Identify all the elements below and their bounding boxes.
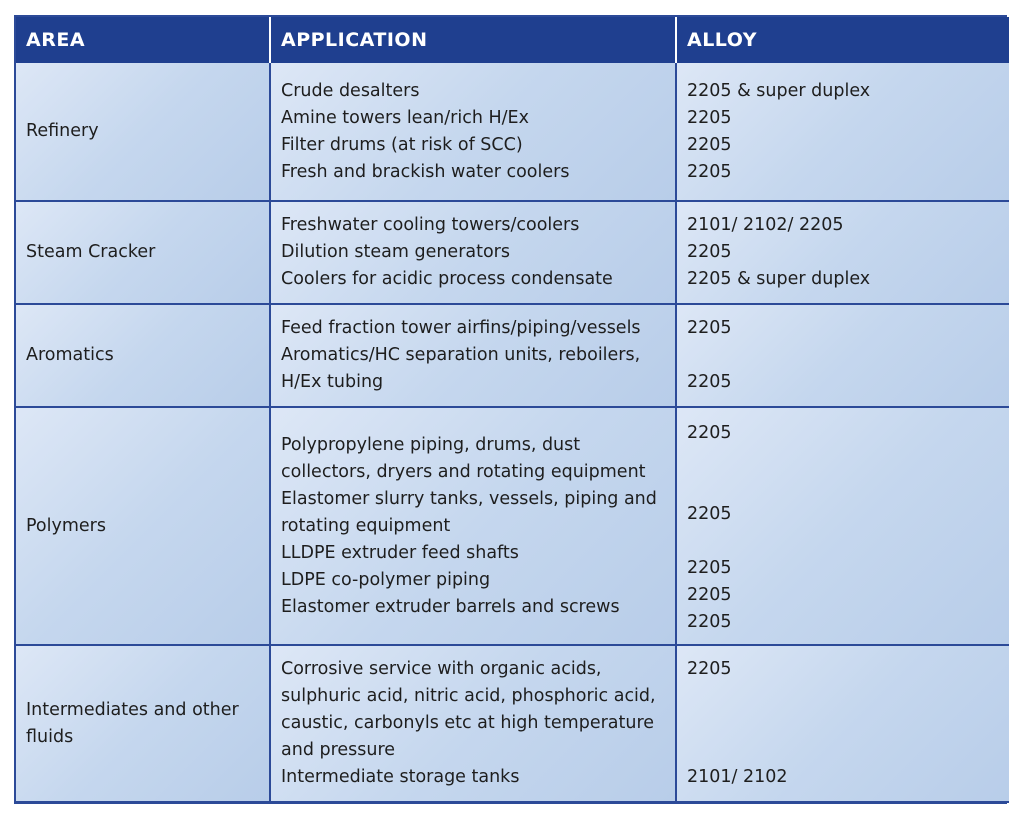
application-line: Dilution steam generators bbox=[281, 242, 510, 262]
application-line: H/Ex tubing bbox=[281, 372, 384, 392]
alloy-line: 2101/ 2102 bbox=[687, 767, 788, 787]
application-cell bbox=[270, 407, 676, 645]
alloy-line: 2205 bbox=[687, 107, 732, 128]
alloy-line: 2101/ 2102/ 2205 bbox=[687, 215, 844, 235]
application-line: Filter drums (at risk of SCC) bbox=[281, 134, 523, 155]
area-cell bbox=[16, 645, 270, 802]
application-cell bbox=[270, 645, 676, 802]
table-row-aromatics bbox=[16, 304, 1009, 407]
application-line: LLDPE extruder feed shafts bbox=[281, 542, 519, 563]
area-label: Polymers bbox=[26, 515, 106, 536]
alloy-line: 2205 bbox=[687, 242, 732, 262]
alloy-line: 2205 & super duplex bbox=[687, 80, 871, 101]
area-cell bbox=[16, 407, 270, 645]
application-line: Coolers for acidic process condensate bbox=[281, 269, 613, 289]
alloy-line: 2205 bbox=[687, 659, 732, 679]
application-line: and pressure bbox=[281, 740, 396, 760]
alloy-line: 2205 bbox=[687, 372, 732, 392]
application-line: Aromatics/HC separation units, reboilers, bbox=[281, 345, 641, 365]
area-label: Intermediates and other bbox=[26, 699, 239, 720]
alloy-line: 2205 bbox=[687, 423, 732, 443]
alloy-line: 2205 bbox=[687, 504, 732, 524]
alloy-spacer bbox=[687, 474, 999, 501]
application-line: Polypropylene piping, drums, dust bbox=[281, 434, 581, 455]
application-cell bbox=[270, 201, 676, 304]
table bbox=[16, 17, 1009, 803]
application-line: Elastomer slurry tanks, vessels, piping and bbox=[281, 488, 657, 509]
application-line: Freshwater cooling towers/coolers bbox=[281, 215, 580, 235]
alloy-cell bbox=[676, 63, 1009, 201]
alloy-spacer bbox=[687, 447, 999, 474]
table-row-intermediates bbox=[16, 645, 1009, 802]
application-cell bbox=[270, 304, 676, 407]
application-line: Crude desalters bbox=[281, 80, 420, 101]
application-line: Intermediate storage tanks bbox=[281, 767, 520, 787]
alloy-spacer bbox=[687, 683, 999, 710]
alloy-cell bbox=[676, 407, 1009, 645]
alloy-line: 2205 bbox=[687, 558, 732, 578]
alloy-line: 2205 bbox=[687, 161, 732, 182]
alloy-spacer bbox=[687, 710, 999, 737]
table-row-polymers bbox=[16, 407, 1009, 645]
application-line: LDPE co-polymer piping bbox=[281, 569, 491, 590]
application-line: collectors, dryers and rotating equipment bbox=[281, 461, 646, 482]
alloy-line: 2205 bbox=[687, 612, 732, 632]
header-area: AREA bbox=[16, 17, 270, 63]
alloy-spacer bbox=[687, 528, 999, 555]
alloy-line: 2205 bbox=[687, 318, 732, 338]
alloy-line: 2205 bbox=[687, 585, 732, 605]
area-label: Refinery bbox=[26, 121, 99, 141]
application-line: rotating equipment bbox=[281, 515, 451, 536]
application-line: sulphuric acid, nitric acid, phosphoric acid, bbox=[281, 686, 656, 706]
header-application: APPLICATION bbox=[270, 17, 676, 63]
table-row-steam-cracker bbox=[16, 201, 1009, 304]
alloy-spacer bbox=[687, 342, 999, 369]
area-label: Aromatics bbox=[26, 345, 114, 365]
alloy-line: 2205 & super duplex bbox=[687, 269, 871, 289]
application-line: Fresh and brackish water coolers bbox=[281, 161, 570, 182]
area-label: Steam Cracker bbox=[26, 242, 156, 262]
application-line: Feed fraction tower airfins/piping/vessels bbox=[281, 318, 641, 338]
alloy-cell bbox=[676, 304, 1009, 407]
alloy-cell bbox=[676, 201, 1009, 304]
alloy-spacer bbox=[687, 737, 999, 764]
alloy-cell bbox=[676, 645, 1009, 802]
application-line: Elastomer extruder barrels and screws bbox=[281, 596, 620, 617]
application-line: caustic, carbonyls etc at high temperature bbox=[281, 713, 655, 733]
header-row bbox=[16, 17, 1009, 63]
area-cell bbox=[16, 201, 270, 304]
alloy-applications-table bbox=[14, 15, 1007, 804]
area-cell bbox=[16, 63, 270, 201]
table-row-refinery bbox=[16, 63, 1009, 201]
area-cell bbox=[16, 304, 270, 407]
alloy-line: 2205 bbox=[687, 134, 732, 155]
application-line: Corrosive service with organic acids, bbox=[281, 659, 602, 679]
application-cell bbox=[270, 63, 676, 201]
header-alloy: ALLOY bbox=[676, 17, 1009, 63]
area-label: fluids bbox=[26, 726, 74, 747]
application-line: Amine towers lean/rich H/Ex bbox=[281, 107, 529, 128]
